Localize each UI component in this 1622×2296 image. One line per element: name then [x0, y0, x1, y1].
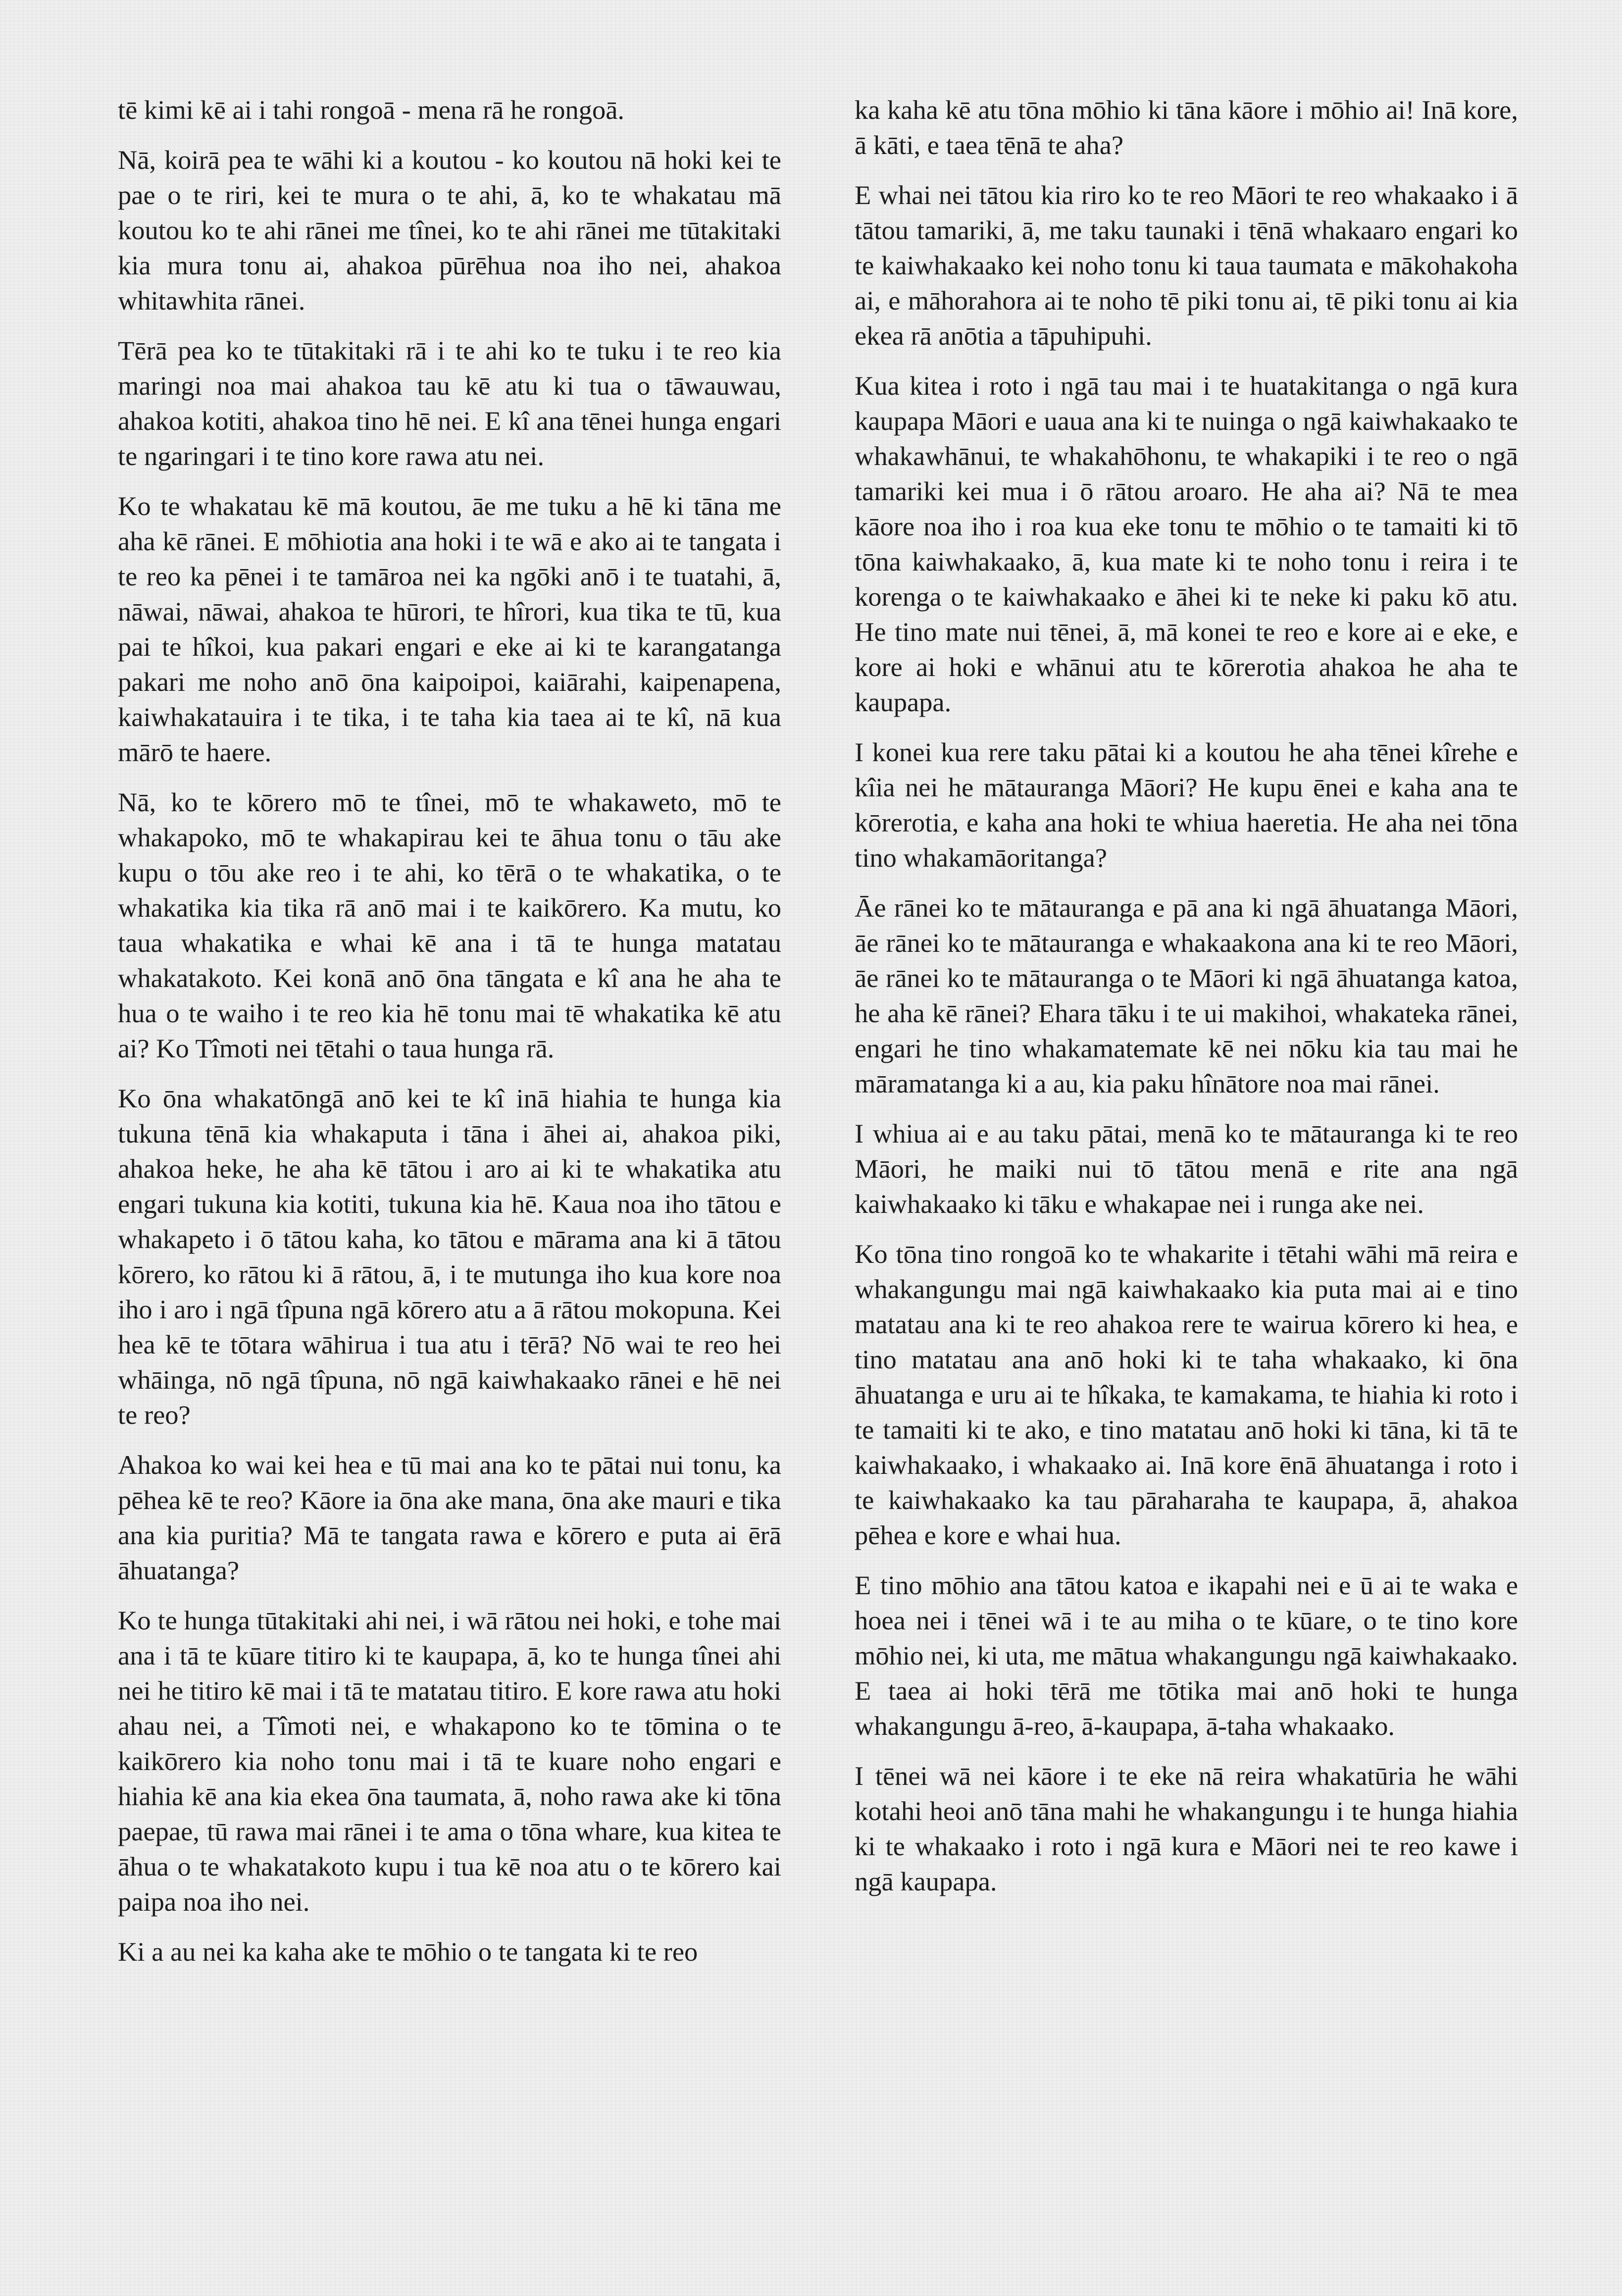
paragraph: ka kaha kē atu tōna mōhio ki tāna kāore i mōhio ai! Inā kore, ā kāti, e taea tēnā te aha?: [855, 95, 1518, 160]
paragraph: Ko te whakatau kē mā koutou, āe me tuku a hē ki tāna me aha kē rānei. E mōhiotia ana hoki i te wā e ako ai te tangata i te reo ka pēnei i te tamāroa nei ka ngōki anō i te tuatahi, ā, nāwai, nāwai, ahakoa te hūrori, te hîrori, kua tika te tū, kua pai te hîkoi, kua pakari engari e eke ai ki te karangatanga pakari me noho anō ōna kaipoipoi, kaiārahi, kaipenapena, kaiwhakatauira i te tika, i te taha kia taea ai te kî, nā kua mārō te haere.: [118, 491, 781, 767]
paragraph: E tino mōhio ana tātou katoa e ikapahi nei e ū ai te waka e hoea nei i tēnei wā i te au miha o te kūare, o te tino kore mōhio nei, ki uta, me mātua whakangungu ngā kaiwhakaako. E taea ai hoki tērā me tōtika mai anō hoki te hunga whakangungu ā-reo, ā-kaupapa, ā-taha whakaako.: [855, 1570, 1518, 1741]
paragraph: Ahakoa ko wai kei hea e tū mai ana ko te pātai nui tonu, ka pēhea kē te reo? Kāore ia ōna ake mana, ōna ake mauri e tika ana kia puritia? Mā te tangata rawa e kōrero e puta ai ērā āhuatanga?: [118, 1450, 781, 1585]
paragraph: Ko ōna whakatōngā anō kei te kî inā hiahia te hunga kia tukuna tēnā kia whakaputa i tāna i āhei ai, ahakoa piki, ahakoa heke, he aha kē tātou i aro ai ki te whakatika atu engari tukuna kia kotiti, tukuna kia hē. Kaua noa iho tātou e whakapeto i ō tātou kaha, ko tātou e mārama ana ki ā tātou kōrero, ko rātou ki ā rātou, ā, i te mutunga iho kua kore noa iho i aro i ngā tîpuna ngā kōrero atu a ā rātou mokopuna. Kei hea kē te tōtara wāhirua i tua atu i tērā? Nō wai te reo hei whāinga, nō ngā tîpuna, nō ngā kaiwhakaako rānei e hē nei te reo?: [118, 1083, 781, 1430]
paragraph: Ki a au nei ka kaha ake te mōhio o te tangata ki te reo: [118, 1936, 698, 1967]
paragraph: Ko te hunga tūtakitaki ahi nei, i wā rātou nei hoki, e tohe mai ana i tā te kūare titiro ki te kaupapa, ā, ko te hunga tînei ahi nei he titiro kē mai i tā te matatau titiro. E kore rawa atu hoki ahau nei, a Tîmoti nei, e whakapono ko te tōmina o te kaikōrero kia noho tonu mai i tā te kuare noho engari e hiahia kē ana kia ekea ōna taumata, ā, noho rawa ake ki tōna paepae, tū rawa mai rānei i te ama o tōna whare, kua kitea te āhua o te whakatakoto kupu i tua kē noa atu o te kōrero kai paipa noa iho nei.: [118, 1605, 781, 1917]
paragraph: Nā, koirā pea te wāhi ki a koutou - ko koutou nā hoki kei te pae o te riri, kei te mura o te ahi, ā, ko te whakatau mā koutou ko te ahi rānei me tînei, ko te ahi rānei me tūtakitaki kia mura tonu ai, ahakoa pūrēhua noa iho nei, ahakoa whitawhita rānei.: [118, 145, 781, 315]
paragraph: tē kimi kē ai i tahi rongoā - mena rā he rongoā.: [118, 95, 625, 125]
right-column: [855, 92, 1518, 1914]
paragraph: I whiua ai e au taku pātai, menā ko te mātauranga ki te reo Māori, he maiki nui tō tātou menā e rite ana ngā kaiwhakaako ki tāku e whakapae nei i runga ake nei.: [855, 1118, 1518, 1219]
paragraph: E whai nei tātou kia riro ko te reo Māori te reo whakaako i ā tātou tamariki, ā, me taku taunaki i tēnā whakaaro engari ko te kaiwhakaako kei noho tonu ki taua taumata e mākohakoha ai, e māhorahora ai te noho tē piki tonu ai, tē piki tonu ai kia ekea rā anōtia a tāpuhipuhi.: [855, 180, 1518, 351]
paragraph: Tērā pea ko te tūtakitaki rā i te ahi ko te tuku i te reo kia maringi noa mai ahakoa tau kē atu ki tua o tāwauwau, ahakoa kotiti, ahakoa tino hē nei. E kî ana tēnei hunga engari te ngaringari i te tino kore rawa atu nei.: [118, 335, 781, 471]
paragraph: I tēnei wā nei kāore i te eke nā reira whakatūria he wāhi kotahi heoi anō tāna mahi he whakangungu i te hunga hiahia ki te whakaako i roto i ngā kura e Māori nei te reo kawe i ngā kaupapa.: [855, 1761, 1518, 1896]
paragraph: Āe rānei ko te mātauranga e pā ana ki ngā āhuatanga Māori, āe rānei ko te mātauranga e whakaakona ana ki te reo Māori, āe rānei ko te mātauranga o te Māori ki ngā āhuatanga katoa, he aha kē rānei? Ehara tāku i te ui makihoi, whakateka rānei, engari he tino whakamatemate kē nei nōku kia tau mai he māramatanga ki a au, kia paku hînātore noa mai rānei.: [855, 892, 1518, 1098]
left-column: [118, 92, 781, 1984]
paragraph: I konei kua rere taku pātai ki a koutou he aha tēnei kîrehe e kîia nei he mātauranga Māori? He kupu ēnei e kaha ana te kōrerotia, e kaha ana hoki te whiua haeretia. He aha nei tōna tino whakamāoritanga?: [855, 737, 1518, 873]
paragraph: Kua kitea i roto i ngā tau mai i te huatakitanga o ngā kura kaupapa Māori e uaua ana ki te nuinga o ngā kaiwhakaako te whakawhānui, te whakahōhonu, te whakapiki i te reo o ngā tamariki kei mua i ō rātou aroaro. He aha ai? Nā te mea kāore noa iho i roa kua eke tonu te mōhio o te tamaiti ki tō tōna kaiwhakaako, ā, kua mate ki te noho tonu i reira i te korenga o te kaiwhakaako e āhei ki te neke ki paku kō atu. He tino mate nui tēnei, ā, mā konei te reo e kore ai e eke, e kore ai hoki e whānui atu te kōrerotia ahakoa he aha te kaupapa.: [855, 370, 1518, 717]
paragraph: Ko tōna tino rongoā ko te whakarite i tētahi wāhi mā reira e whakangungu mai ngā kaiwhakaako kia puta mai ai e tino matatau ana ki te reo ahakoa rere te wairua kōrero ki hea, e tino matatau ana anō hoki ki te taha whakaako, ki ōna āhuatanga e uru ai te hîkaka, te kamakama, te hiahia ki roto i te tamaiti ki te ako, e tino matatau anō hoki ki tāna, ki tā te kaiwhakaako, i whakaako ai. Inā kore ēnā āhuatanga i roto i te kaiwhakaako ka tau pāraharaha te kaupapa, ā, ahakoa pēhea e kore e whai hua.: [855, 1239, 1518, 1550]
paragraph: Nā, ko te kōrero mō te tînei, mō te whakaweto, mō te whakapoko, mō te whakapirau kei te āhua tonu o tāu ake kupu o tōu ake reo i te ahi, ko tērā o te whakatika, o te whakatika kia tika rā anō mai i te kaikōrero. Ka mutu, ko taua whakatika e whai kē ana i tā te hunga matatau whakatakoto. Kei konā anō ōna tāngata e kî ana he aha te hua o te waiho i te reo kia hē tonu mai tē whakatika kē atu ai? Ko Tîmoti nei tētahi o taua hunga rā.: [118, 787, 781, 1063]
